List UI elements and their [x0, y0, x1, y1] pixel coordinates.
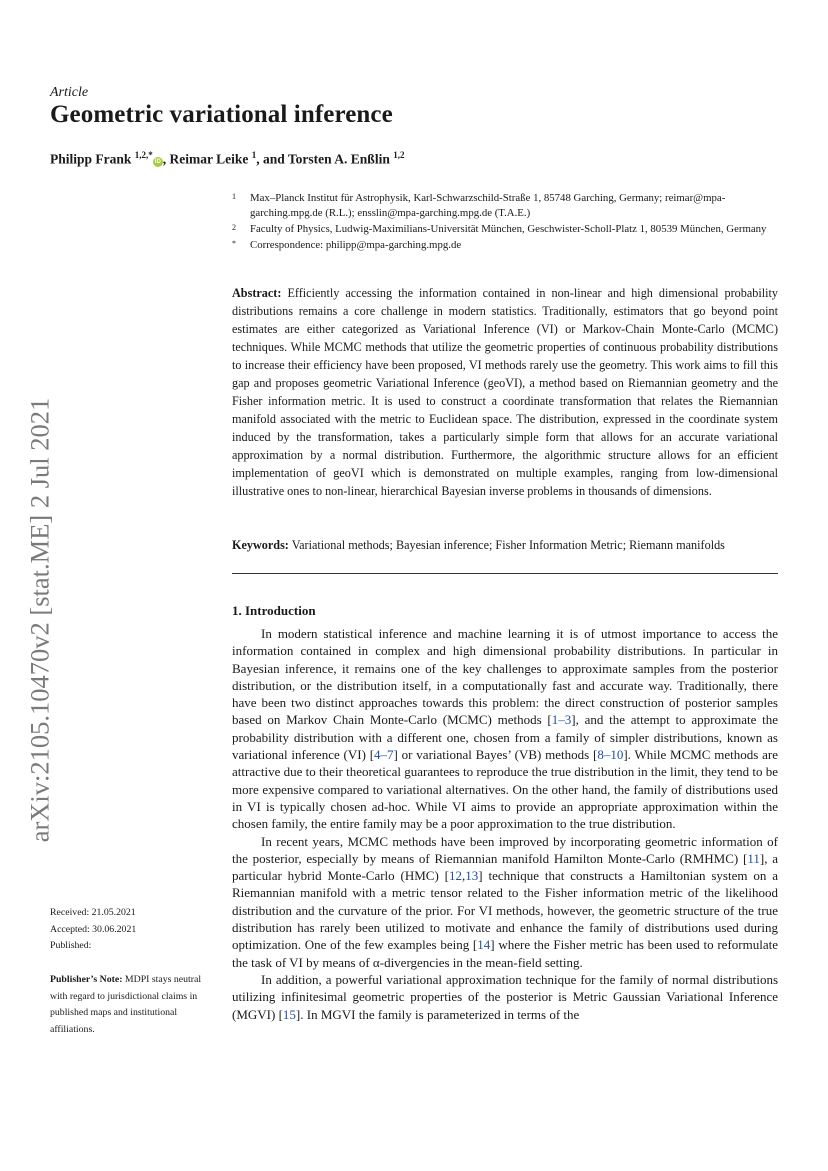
publisher-note [50, 972, 214, 1038]
citation-link[interactable]: 11 [747, 850, 760, 866]
affiliation-item [232, 222, 780, 237]
orcid-icon[interactable]: iD [154, 158, 161, 165]
text-run: In modern statistical inference and machine learning it is of utmost importance to access the information contained in complex and high dimensional probability distributions. In particular in Bayesian inference, it remains one of the key challenges to approximate samples from the posterior distribution, or the distribution itself, in a computationally fast and accurate way. Traditionally, there have been two distinct approaches towards this problem: the direct construction of posterior samples based on Markov Chain Monte-Carlo (MCMC) methods [ [232, 626, 778, 728]
submission-dates [50, 905, 136, 955]
citation-link[interactable]: 4–7 [374, 747, 394, 763]
text-run: ], and the attempt to approximate the probability distribution with a different one, chosen from a family of simpler distributions, known as variational inference (VI) [ [232, 712, 778, 763]
paragraph [232, 625, 778, 833]
text-run: , [462, 868, 466, 884]
affiliation-mark: 1 [232, 192, 236, 201]
arxiv-sidebar [10, 380, 70, 860]
text-run: ]. In MGVI the family is parameterized in terms of the [295, 1006, 580, 1022]
citation-link[interactable]: 12 [449, 868, 463, 884]
citation-link[interactable]: 14 [477, 937, 491, 953]
paper-title: Geometric variational inference [50, 101, 393, 128]
published-date: Published: [50, 940, 92, 951]
correspondence-item [232, 238, 780, 253]
keywords-text: Variational methods; Bayesian inference; Fisher Information Metric; Riemann manifolds [288, 538, 725, 552]
affiliation-item [232, 191, 780, 221]
received-date: Received: 21.05.2021 [50, 907, 136, 918]
affiliation-mark: 2 [232, 223, 236, 232]
abstract-label: Abstract: [232, 286, 282, 300]
text-run: ] technique that constructs a Hamiltonian system on a Riemannian manifold with a metric tensor related to the Fisher information metric of the likelihood distribution and the curvature of the prior. For VI methods, however, the geometric structure of the true distribution has rarely been utilized to motivate and enhance the family of distributions used during optimization. One of the few examples being [ [232, 868, 778, 953]
article-type: Article [50, 85, 89, 100]
paragraph [232, 833, 778, 971]
affiliation-text: Max–Planck Institut für Astrophysik, Karl-Schwarzschild-Straße 1, 85748 Garching, Germany; reimar@mpa-garching.mpg.de (R.L.); ensslin@mpa-garching.mpg.de (T.A.E.) [250, 192, 726, 219]
publisher-note-label: Publisher’s Note: [50, 974, 123, 985]
keywords-label: Keywords: [232, 538, 289, 552]
abstract-text: Efficiently accessing the information contained in non-linear and high dimensional probability distributions remains a core challenge in modern statistics. Traditionally, estimators that go beyond point estimates are either categorized as Variational Inference (VI) or Markov-Chain Monte-Carlo (MCMC) techniques. While MCMC methods that utilize the geometric properties of continuous probability distributions to increase their efficiency have been proposed, VI methods rarely use the geometry. This work aims to fill this gap and proposes geometric Variational Inference (geoVI), a method based on Riemannian geometry and the Fisher information metric. It is used to construct a coordinate transformation that relates the Riemannian manifold associated with the metric to Euclidean space. The distribution, expressed in the coordinate system induced by the transformation, takes a particularly simple form that allows for an accurate variational approximation by a normal distribution. Furthermore, the algorithmic structure allows for an efficient implementation of geoVI which is demonstrated on multiple examples, ranging from low-dimensional illustrative ones to non-linear, hierarchical Bayesian inverse problems in thousands of dimensions. [232, 286, 778, 498]
author-name: Philipp Frank [50, 151, 135, 167]
author-affiliation-mark: 1,2,* [134, 150, 153, 160]
abstract [232, 284, 778, 500]
introduction-body [232, 625, 778, 1023]
text-run: In recent years, MCMC methods have been improved by incorporating geometric information of the posterior, especially by means of Riemannian manifold Hamilton Monte-Carlo (RMHMC) [ [232, 833, 778, 866]
section-heading: 1. Introduction [232, 603, 316, 618]
accepted-date: Accepted: 30.06.2021 [50, 923, 137, 935]
citation-link[interactable]: 15 [282, 1006, 296, 1022]
author-list [50, 150, 404, 168]
text-run: ], a particular hybrid Monte-Carlo (HMC) [ [232, 850, 778, 884]
affiliations [232, 191, 780, 254]
citation-link[interactable]: 8–10 [597, 747, 624, 763]
section-divider [232, 573, 778, 574]
paragraph [232, 971, 778, 1023]
text-run: In addition, a powerful variational approximation technique for the family of normal distributions utilizing infinitesimal geometric properties of the posterior is Metric Gaussian Variational Inference (MGVI) [ [232, 971, 778, 1022]
citation-link[interactable]: 13 [465, 868, 479, 884]
text-run: ] where the Fisher metric has been used to reformulate the task of VI by means of α-divergencies in the mean-field setting. [232, 937, 778, 970]
affiliation-text: Faculty of Physics, Ludwig-Maximilians-Universität München, Geschwister-Scholl-Platz 1, 80539 München, Germany [250, 223, 767, 235]
text-run: ]. While MCMC methods are attractive due to their theoretical guarantees to reproduce the true distribution in the limit, they tend to be more expensive compared to variational alternatives. On the other hand, the family of distributions used in VI is typically chosen ad-hoc. While VI aims to provide an appropriate approximation within the chosen family, the entire family may be a poor approximation to the true distribution. [232, 747, 778, 832]
author-name: , Reimar Leike [162, 151, 252, 167]
text-run: ] or variational Bayes’ (VB) methods [ [393, 747, 598, 763]
affiliation-mark: * [232, 239, 236, 248]
keywords [232, 536, 780, 554]
arxiv-identifier: arXiv:2105.10470v2 [stat.ME] 2 Jul 2021 [24, 397, 55, 843]
publisher-note-text: MDPI stays neutral with regard to jurisdictional claims in published maps and institutional affiliations. [50, 974, 202, 1035]
author-affiliation-mark: 1 [251, 150, 257, 160]
correspondence-text: Correspondence: philipp@mpa-garching.mpg.de [250, 239, 462, 251]
author-affiliation-mark: 1,2 [393, 150, 405, 160]
citation-link[interactable]: 1–3 [551, 712, 572, 728]
author-name: , and Torsten A. Enßlin [256, 151, 394, 167]
